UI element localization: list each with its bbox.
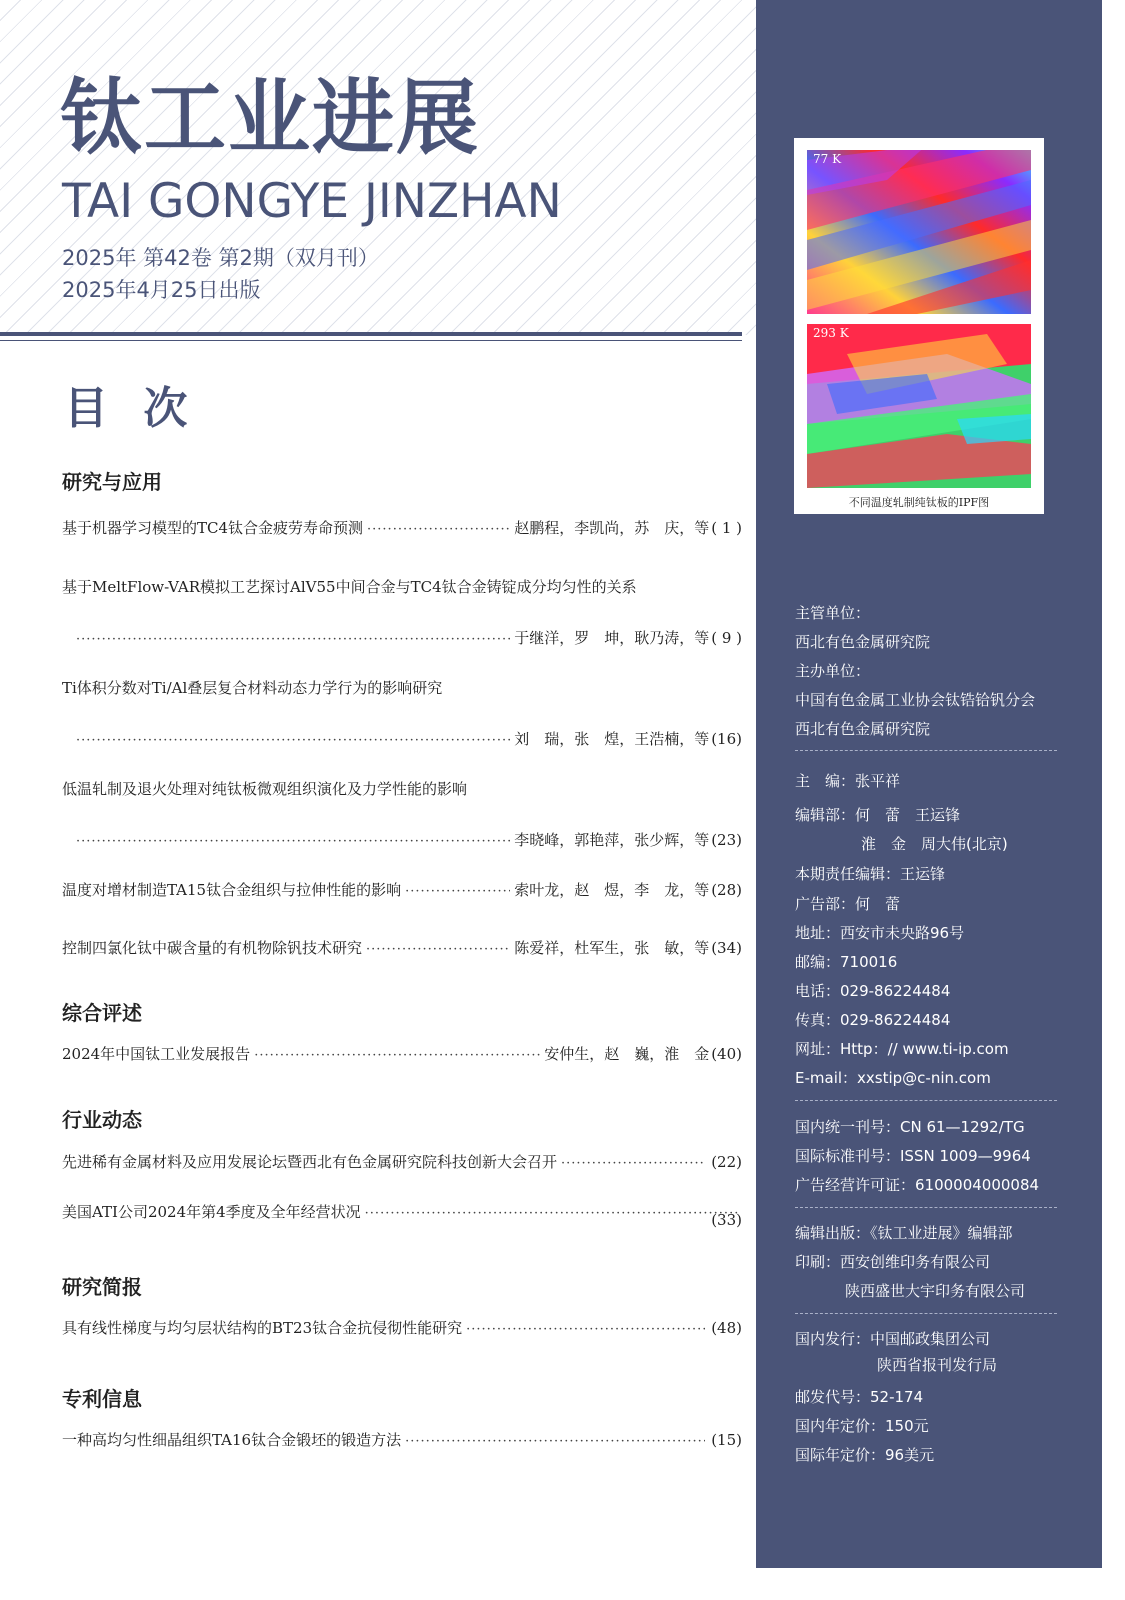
dot-leader: [561, 1156, 705, 1171]
info-line[interactable]: E-mail：xxstip@c-nin.com: [795, 1069, 991, 1087]
toc-entry-authors: 索叶龙，赵 煜，李 龙，等: [514, 881, 710, 899]
toc-entry-title: 一种高均匀性细晶组织TA16钛合金锻坯的锻造方法: [62, 1431, 402, 1449]
issue-line: 2025年 第42卷 第2期（双月刊）: [62, 246, 379, 270]
toc-entry-title: 先进稀有金属材料及应用发展论坛暨西北有色金属研究院科技创新大会召开: [62, 1153, 558, 1171]
toc-entry-authors: 赵鹏程，李凯尚，苏 庆，等: [514, 519, 710, 537]
info-line: 国内年定价：150元: [795, 1417, 929, 1435]
info-line: 邮发代号：52-174: [795, 1388, 924, 1406]
toc-entry[interactable]: [62, 1151, 742, 1172]
info-line: 国内发行：中国邮政集团公司: [795, 1330, 991, 1348]
divider: [795, 1313, 1057, 1314]
toc-entry[interactable]: [62, 576, 742, 597]
journal-title-pinyin: TAI GONGYE JINZHAN: [62, 174, 562, 229]
toc-entry[interactable]: [62, 1429, 742, 1450]
info-line: 传真：029-86224484: [795, 1011, 951, 1029]
section-heading: 行业动态: [62, 1108, 142, 1132]
info-line: 编辑出版：《钛工业进展》编辑部: [795, 1224, 1013, 1242]
dot-leader: [466, 1322, 705, 1337]
toc-entry-authors: 李晓峰，郭艳萍，张少辉，等: [514, 831, 710, 849]
dot-leader: [76, 834, 510, 849]
info-line: 邮编：710016: [795, 953, 898, 971]
header-divider: [0, 332, 742, 336]
toc-entry-page: (28): [711, 881, 742, 899]
toc-entry-page: (16): [711, 730, 742, 748]
toc-entry[interactable]: [62, 778, 742, 799]
dot-leader: [367, 522, 510, 537]
toc-entry[interactable]: [62, 1043, 742, 1064]
toc-entry-title: Ti体积分数对Ti/Al叠层复合材料动态力学行为的影响研究: [62, 679, 443, 697]
info-line: 国内统一刊号：CN 61—1292/TG: [795, 1118, 1025, 1136]
toc-entry[interactable]: [62, 879, 742, 900]
toc-entry-title: 温度对增材制造TA15钛合金组织与拉伸性能的影响: [62, 881, 402, 899]
ipf-label-293k: 293 K: [813, 326, 849, 340]
figure-caption: 不同温度轧制纯钛板的IPF图: [848, 496, 990, 509]
toc-entry-page: ( 1 ): [711, 519, 742, 537]
header-divider-thin: [0, 340, 742, 341]
info-line: 编辑部：何 蕾 王运锋: [795, 806, 961, 824]
info-line: 主 编：张平祥: [795, 772, 901, 790]
toc-entry-title: 2024年中国钛工业发展报告: [62, 1045, 251, 1063]
info-line: 主办单位：: [795, 662, 871, 680]
toc-entry-title: 基于MeltFlow-VAR模拟工艺探讨AlV55中间合金与TC4钛合金铸锭成分均匀性的关系: [62, 578, 637, 596]
section-heading: 研究与应用: [62, 470, 162, 494]
toc-entry-continuation[interactable]: [76, 829, 742, 850]
divider: [795, 750, 1057, 751]
toc-entry-title: 低温轧制及退火处理对纯钛板微观组织演化及力学性能的影响: [62, 780, 468, 798]
info-line: 淮 金 周大伟(北京): [861, 835, 1008, 853]
info-line: 西北有色金属研究院: [795, 633, 931, 651]
info-line: 陕西省报刊发行局: [877, 1356, 998, 1374]
toc-entry[interactable]: [62, 937, 742, 958]
toc-entry-page-line: [62, 1211, 742, 1229]
info-line: 国际标准刊号：ISSN 1009—9964: [795, 1147, 1031, 1165]
toc-entry-page: (40): [711, 1045, 742, 1063]
info-line: 广告经营许可证：6100004000084: [795, 1176, 1040, 1194]
toc-entry-page: (33): [711, 1211, 742, 1229]
toc-entry-authors: 刘 瑞，张 煌，王浩楠，等: [514, 730, 710, 748]
toc-heading: 目 次: [64, 383, 198, 434]
toc-entry-title: 美国ATI公司2024年第4季度及全年经营状况: [62, 1203, 361, 1221]
dot-leader: [405, 1434, 705, 1449]
toc-entry-authors: 安仲生，赵 巍，淮 金: [544, 1045, 710, 1063]
toc-entry-page: (48): [711, 1319, 742, 1337]
journal-title: 钛工业进展: [60, 71, 481, 166]
info-line: 本期责任编辑：王运锋: [795, 865, 946, 883]
cover-figure: [794, 138, 1044, 514]
toc-entry-page: (22): [711, 1153, 742, 1171]
publish-date: 2025年4月25日出版: [62, 278, 261, 302]
toc-entry-page: (15): [711, 1431, 742, 1449]
toc-entry[interactable]: [62, 1317, 742, 1338]
dot-leader: [405, 884, 510, 899]
info-line: 主管单位：: [795, 604, 871, 622]
toc-entry-page: ( 9 ): [711, 629, 742, 647]
toc-entry-title: 控制四氯化钛中碳含量的有机物除钒技术研究: [62, 939, 363, 957]
dot-leader: [254, 1048, 540, 1063]
info-line: 地址：西安市未央路96号: [795, 924, 965, 942]
dot-leader: [76, 733, 510, 748]
toc-entry-title: 基于机器学习模型的TC4钛合金疲劳寿命预测: [62, 519, 364, 537]
ipf-label-77k: 77 K: [813, 152, 842, 166]
toc-entry-authors: 陈爱祥，杜军生，张 敏，等: [514, 939, 710, 957]
divider: [795, 1207, 1057, 1208]
toc-entry-authors: 于继洋，罗 坤，耿乃涛，等: [514, 629, 710, 647]
info-line: 西北有色金属研究院: [795, 720, 931, 738]
toc-entry[interactable]: [62, 677, 742, 698]
toc-entry[interactable]: [62, 517, 742, 538]
info-line: 广告部：何 蕾: [795, 895, 901, 913]
toc-entry-continuation[interactable]: [76, 627, 742, 648]
info-line[interactable]: 网址：Http：// www.ti-ip.com: [795, 1040, 1009, 1058]
info-line: 国际年定价：96美元: [795, 1446, 935, 1464]
ipf-map-77k: [807, 150, 1031, 314]
dot-leader: [76, 632, 510, 647]
toc-entry-page: (23): [711, 831, 742, 849]
info-line: 印刷：西安创维印务有限公司: [795, 1253, 991, 1271]
section-heading: 综合评述: [62, 1001, 142, 1025]
ipf-map-293k: [807, 324, 1031, 488]
toc-entry-title: 具有线性梯度与均匀层状结构的BT23钛合金抗侵彻性能研究: [62, 1319, 463, 1337]
section-heading: 专利信息: [62, 1387, 142, 1411]
toc-entry-continuation[interactable]: [76, 728, 742, 749]
info-line: 电话：029-86224484: [795, 982, 951, 1000]
info-line: 陕西盛世大宇印务有限公司: [845, 1282, 1026, 1300]
section-heading: 研究简报: [62, 1275, 142, 1299]
toc-entry-page: (34): [711, 939, 742, 957]
dot-leader: [366, 942, 510, 957]
divider: [795, 1100, 1057, 1101]
info-line: 中国有色金属工业协会钛锆铪钒分会: [795, 691, 1036, 709]
